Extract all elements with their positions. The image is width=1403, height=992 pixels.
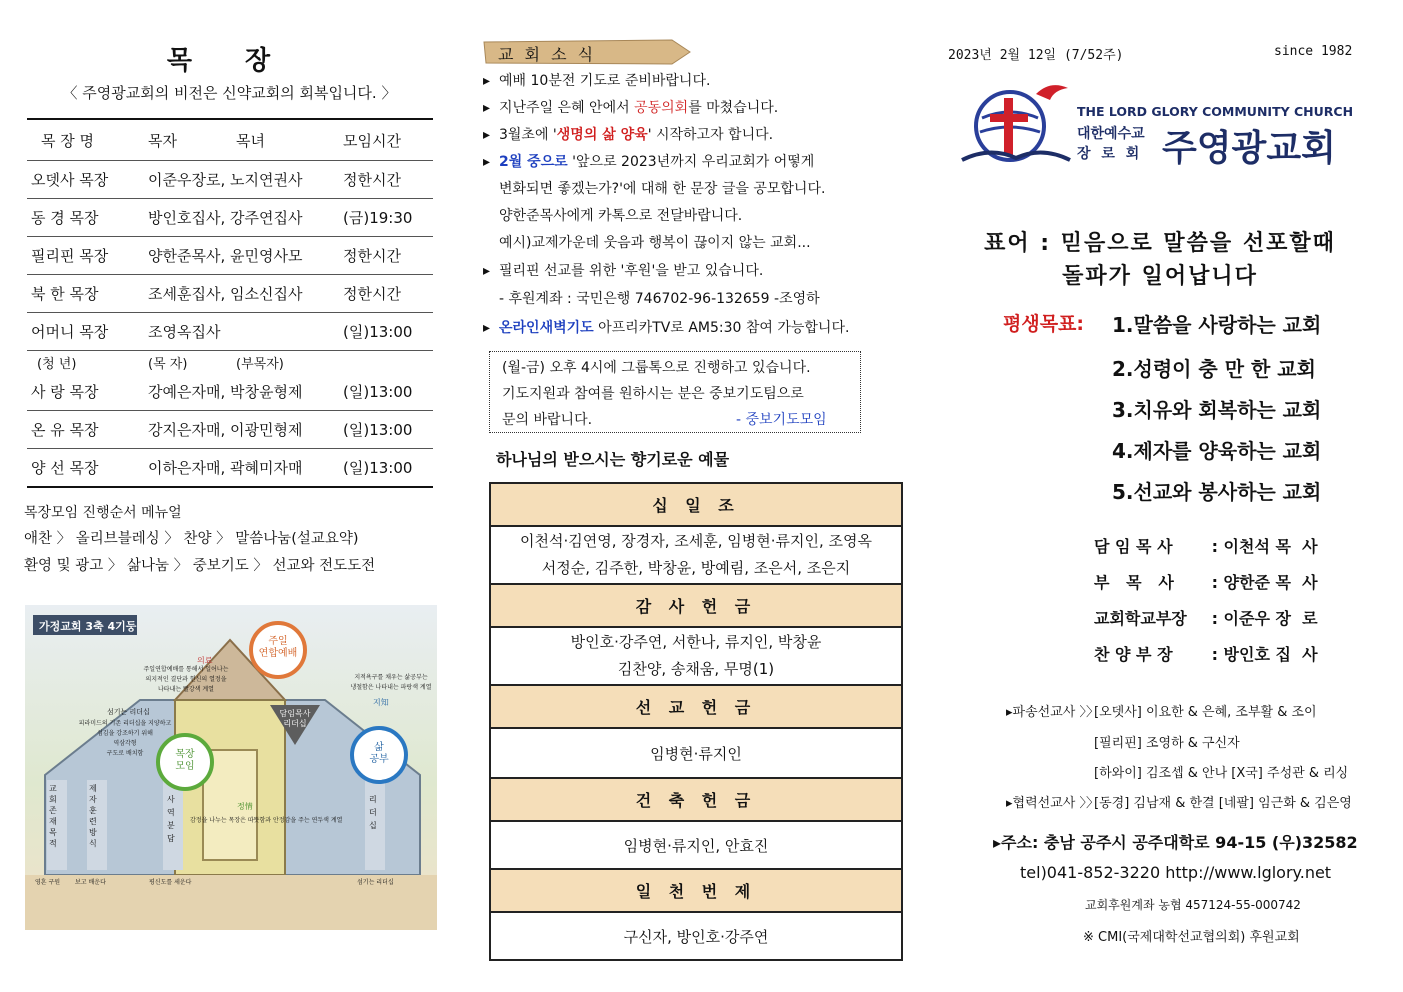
goal-item: 5.선교와 봉사하는 교회 xyxy=(1112,480,1322,504)
foot-salvation: 영혼 구원 xyxy=(35,879,61,886)
bullet-icon: ▸ xyxy=(483,100,491,116)
mokjang-name: 동 경 목장 xyxy=(27,199,144,237)
news-item: ▸ 온라인새벽기도 아프리카TV로 AM5:30 참여 가능합니다. xyxy=(483,320,850,336)
bulletin-date: 2023년 2월 12일 (7/52주) xyxy=(948,48,1124,63)
staff-name: 이천석 xyxy=(1223,537,1270,556)
triangle-leadership: 담임목사 리더십 xyxy=(279,709,311,728)
sent-missionary-line: [하와이] 김조셉 & 안나 [X국] 주성관 & 리싱 xyxy=(1094,766,1349,781)
circle-mokjang: 목장 모임 xyxy=(175,749,195,772)
label-knowledge: 지知 xyxy=(373,698,389,707)
news-item: ▸ 필리핀 선교를 위한 '후원'을 받고 있습니다. xyxy=(483,263,764,279)
coop-missionary-label: ▸협력선교사 〉〉 xyxy=(1006,796,1099,811)
news-item-continued: 양한준목사에게 카톡으로 전달바랍니다. xyxy=(499,208,743,224)
text-leadership: 피라미드의 기존 리더십을 지양하고 섬김을 강조하기 위해 역삼각형 구도로 배치함 xyxy=(78,720,172,757)
text-worship: 주일연합예배를 통해서 일어나는 의지적인 결단과 헌신의 열정을 나타내는 빨강색 계열 xyxy=(143,666,229,693)
order-title: 목장모임 진행순서 메뉴얼 xyxy=(24,505,182,521)
mokjang-time: (일)13:00 xyxy=(339,411,433,449)
house-church-illustration xyxy=(25,605,437,930)
header-mokja: 목자 xyxy=(144,119,232,161)
offering-title: 하나님의 받으시는 향기로운 예물 xyxy=(496,450,730,469)
offering-head-mission: 선 교 헌 금 xyxy=(490,685,902,728)
offering-names-tithe: 이천석·김연영, 장경자, 조세훈, 임병현·류지인, 조영옥 서정순, 김주한, 박창윤, 방예림, 조은서, 조은지 xyxy=(490,526,902,584)
sent-missionary-label: ▸파송선교사 〉〉 xyxy=(1006,705,1099,720)
offering-names-building: 임병현·류지인, 안효진 xyxy=(490,821,902,869)
staff-name: 이준우 xyxy=(1223,609,1270,628)
youth-header-bumokja: (부목자) xyxy=(236,356,284,372)
order-line-2: 환영 및 광고 〉 삶나눔 〉 중보기도 〉 선교와 전도도전 xyxy=(24,558,376,574)
goal-item: 2.성령이 충 만 한 교회 xyxy=(1112,357,1316,381)
staff-role: 교회학교부장 xyxy=(1094,609,1187,628)
offering-head-thanks: 감 사 헌 금 xyxy=(490,584,902,627)
offering-names-thanks: 방인호·강주연, 서한나, 류지인, 박창윤 김찬양, 송채움, 무명(1) xyxy=(490,627,902,685)
order-line-1: 애찬 〉 올리브블레싱 〉 찬양 〉 말씀나눔(설교요약) xyxy=(24,531,359,547)
bullet-icon: ▸ xyxy=(483,263,491,279)
table-row xyxy=(27,161,433,199)
pillar-purpose: 교회존재목적 xyxy=(49,784,57,848)
prayer-notice-box xyxy=(489,351,861,433)
cmi-note: ※ CMI(국제대학선교협의회) 후원교회 xyxy=(1083,930,1300,945)
header-time: 모임시간 xyxy=(339,119,433,161)
bullet-icon: ▸ xyxy=(483,154,491,170)
mokjang-leaders: 이준우장로, 노지연권사 xyxy=(144,161,339,199)
mokjang-name: 필리핀 목장 xyxy=(27,237,144,275)
mokjang-name: 북 한 목장 xyxy=(27,275,144,313)
table-row xyxy=(27,237,433,275)
illustration-banner: 가정교회 3축 4기둥 xyxy=(39,620,137,633)
goal-item: 3.치유와 회복하는 교회 xyxy=(1112,398,1322,422)
sent-missionary-line: [필리핀] 조영하 & 구신자 xyxy=(1094,736,1240,751)
table-row xyxy=(27,449,433,488)
prayer-line: 문의 바랍니다. xyxy=(502,412,593,428)
offering-names-mission: 임병현·류지인 xyxy=(490,728,902,778)
table-row xyxy=(27,199,433,237)
offering-names-thousand: 구신자, 방인호·강주연 xyxy=(490,912,902,960)
staff-title: 목 사 xyxy=(1275,537,1318,556)
denomination-line-1: 대한예수교 xyxy=(1077,126,1145,142)
staff-title: 목 사 xyxy=(1275,573,1318,592)
news-item-account: - 후원계좌 : 국민은행 746702-96-132659 -조영하 xyxy=(499,291,820,307)
sent-missionary-line: [오뎃사] 이요한 & 은혜, 조부활 & 조이 xyxy=(1094,705,1317,720)
header-mokyeo: 목녀 xyxy=(232,119,339,161)
mokjang-time: (일)13:00 xyxy=(339,449,433,488)
denomination-line-2: 장 로 회 xyxy=(1077,146,1143,162)
header-name: 목 장 명 xyxy=(27,119,144,161)
news-item: ▸ 예배 10분전 기도로 준비바랍니다. xyxy=(483,73,711,89)
foot-servant: 섬기는 리더십 xyxy=(357,879,394,886)
news-item: ▸ 2월 중으로 '앞으로 2023년까지 우리교회가 어떻게 xyxy=(483,154,815,170)
table-row xyxy=(27,275,433,313)
mokjang-leaders: 조세훈집사, 임소신집사 xyxy=(144,275,339,313)
staff-row: 교회학교부장 : 이준우 장 로 xyxy=(1094,606,1318,629)
mokjang-leaders: 이하은자매, 곽혜미자매 xyxy=(144,449,339,488)
mokjang-time: (일)13:00 xyxy=(339,373,433,411)
mokjang-leaders: 방인호집사, 강주연집사 xyxy=(144,199,339,237)
mokjang-table-header xyxy=(27,119,433,161)
mokjang-name: 온 유 목장 xyxy=(27,411,144,449)
mokjang-name: 어머니 목장 xyxy=(27,313,144,351)
staff-row: 찬 양 부 장 : 방인호 집 사 xyxy=(1094,642,1318,665)
offering-head-building: 건 축 헌 금 xyxy=(490,778,902,821)
staff-name: 양한준 xyxy=(1223,573,1270,592)
news-banner-title: 교 회 소 식 xyxy=(498,45,597,64)
mokjang-time: (금)19:30 xyxy=(339,199,433,237)
circle-life-study: 삶 공부 xyxy=(369,742,389,765)
mokjang-name: 오뎃사 목장 xyxy=(27,161,144,199)
foot-laity: 평신도를 세운다 xyxy=(149,879,192,886)
bullet-icon: ▸ xyxy=(483,73,491,89)
church-address: ▸주소: 충남 공주시 공주대학로 94-15 (우)32582 xyxy=(993,833,1358,852)
label-will: 의료 xyxy=(197,656,213,665)
motto-line-1: 표어 : 믿음으로 말씀을 선포할때 xyxy=(984,231,1336,256)
mokjang-time: 정한시간 xyxy=(339,161,433,199)
prayer-line: 기도지원과 참여를 원하시는 분은 중보기도팀으로 xyxy=(502,386,804,402)
mokjang-name: 양 선 목장 xyxy=(27,449,144,488)
bullet-icon: ▸ xyxy=(483,127,491,143)
prayer-line: (월-금) 오후 4시에 그룹톡으로 진행하고 있습니다. xyxy=(502,360,811,376)
mokjang-time: (일)13:00 xyxy=(339,313,433,351)
mokjang-leaders: 조영옥집사 xyxy=(144,313,339,351)
mokjang-time: 정한시간 xyxy=(339,237,433,275)
mokjang-leaders: 강예은자매, 박창윤형제 xyxy=(144,373,339,411)
offering-head-tithe: 십 일 조 xyxy=(490,483,902,526)
staff-role: 담 임 목 사 xyxy=(1094,537,1173,556)
staff-row: 담 임 목 사 : 이천석 목 사 xyxy=(1094,534,1318,557)
staff-role: 찬 양 부 장 xyxy=(1094,645,1173,664)
mokjang-title: 목 장 xyxy=(166,46,293,76)
pillar-ministry: 사역분담 xyxy=(167,795,175,843)
staff-title: 집 사 xyxy=(1275,645,1318,664)
foot-learn: 보고 배운다 xyxy=(75,879,106,886)
staff-title: 장 로 xyxy=(1275,609,1318,628)
mokjang-leaders: 양한준목사, 윤민영사모 xyxy=(144,237,339,275)
offering-table xyxy=(489,482,903,961)
staff-name: 방인호 xyxy=(1223,645,1270,664)
table-row xyxy=(27,313,433,351)
label-servant-leadership: 섬기는 리더십 xyxy=(107,708,150,716)
staff-row: 부 목 사 : 양한준 목 사 xyxy=(1094,570,1318,593)
bullet-icon: ▸ xyxy=(483,320,491,336)
prayer-signature: - 중보기도모임 xyxy=(736,412,827,428)
news-item-continued: 예시)교제가운데 웃음과 행복이 끊이지 않는 교회... xyxy=(499,235,811,251)
mokjang-leaders: 강지은자매, 이광민형제 xyxy=(144,411,339,449)
circle-sunday-worship: 주일 연합예배 xyxy=(258,636,298,659)
text-mokjang: 감정을 나누는 목장은 따뜻함과 안정감을 주는 연두색 계열 xyxy=(190,817,343,824)
church-logo-icon xyxy=(958,78,1076,170)
church-name-en: THE LORD GLORY COMMUNITY CHURCH xyxy=(1077,104,1354,119)
since-year: since 1982 xyxy=(1274,44,1353,59)
news-item: ▸ 지난주일 은혜 안에서 공동의회를 마쳤습니다. xyxy=(483,100,779,116)
mokjang-name: 사 랑 목장 xyxy=(27,373,144,411)
goal-item: 4.제자를 양육하는 교회 xyxy=(1112,439,1322,463)
news-item-continued: 변화되면 좋겠는가?'에 대해 한 문장 글을 공모합니다. xyxy=(499,181,826,197)
coop-missionary-line: [동경] 김남재 & 한결 [네팔] 임근화 & 김은영 xyxy=(1094,796,1352,811)
table-row xyxy=(27,411,433,449)
offering-head-thousand: 일 천 번 제 xyxy=(490,869,902,912)
text-study: 지적욕구를 채우는 삶공부는 냉철함은 나타내는 파랑색 계열 xyxy=(350,674,432,691)
news-item: ▸ 3월초에 '생명의 삶 양육' 시작하고자 합니다. xyxy=(483,127,774,143)
mokjang-vision: 〈 주영광교회의 비전은 신약교회의 회복입니다. 〉 xyxy=(62,84,397,102)
mokjang-table xyxy=(27,118,433,488)
youth-header-group: (청 년) xyxy=(37,356,77,372)
goal-item: 1.말씀을 사랑하는 교회 xyxy=(1112,313,1322,337)
mokjang-time: 정한시간 xyxy=(339,275,433,313)
table-row xyxy=(27,373,433,411)
church-tel-url: tel)041-852-3220 http://www.lglory.net xyxy=(1020,863,1332,882)
label-emotion: 정情 xyxy=(237,802,253,811)
church-name-ko: 주영광교회 xyxy=(1162,128,1336,169)
youth-header-mokja: (목 자) xyxy=(148,356,188,372)
church-account: 교회후원계좌 농협 457124-55-000742 xyxy=(1085,898,1301,912)
pillar-discipleship: 제자훈련방식 xyxy=(89,784,97,848)
pillar-leadership: 리더십 xyxy=(369,795,377,830)
motto-line-2: 돌파가 일어납니다 xyxy=(1062,264,1258,289)
goals-label: 평생목표: xyxy=(1003,313,1085,335)
youth-header-row xyxy=(27,351,433,374)
staff-role: 부 목 사 xyxy=(1094,573,1174,592)
